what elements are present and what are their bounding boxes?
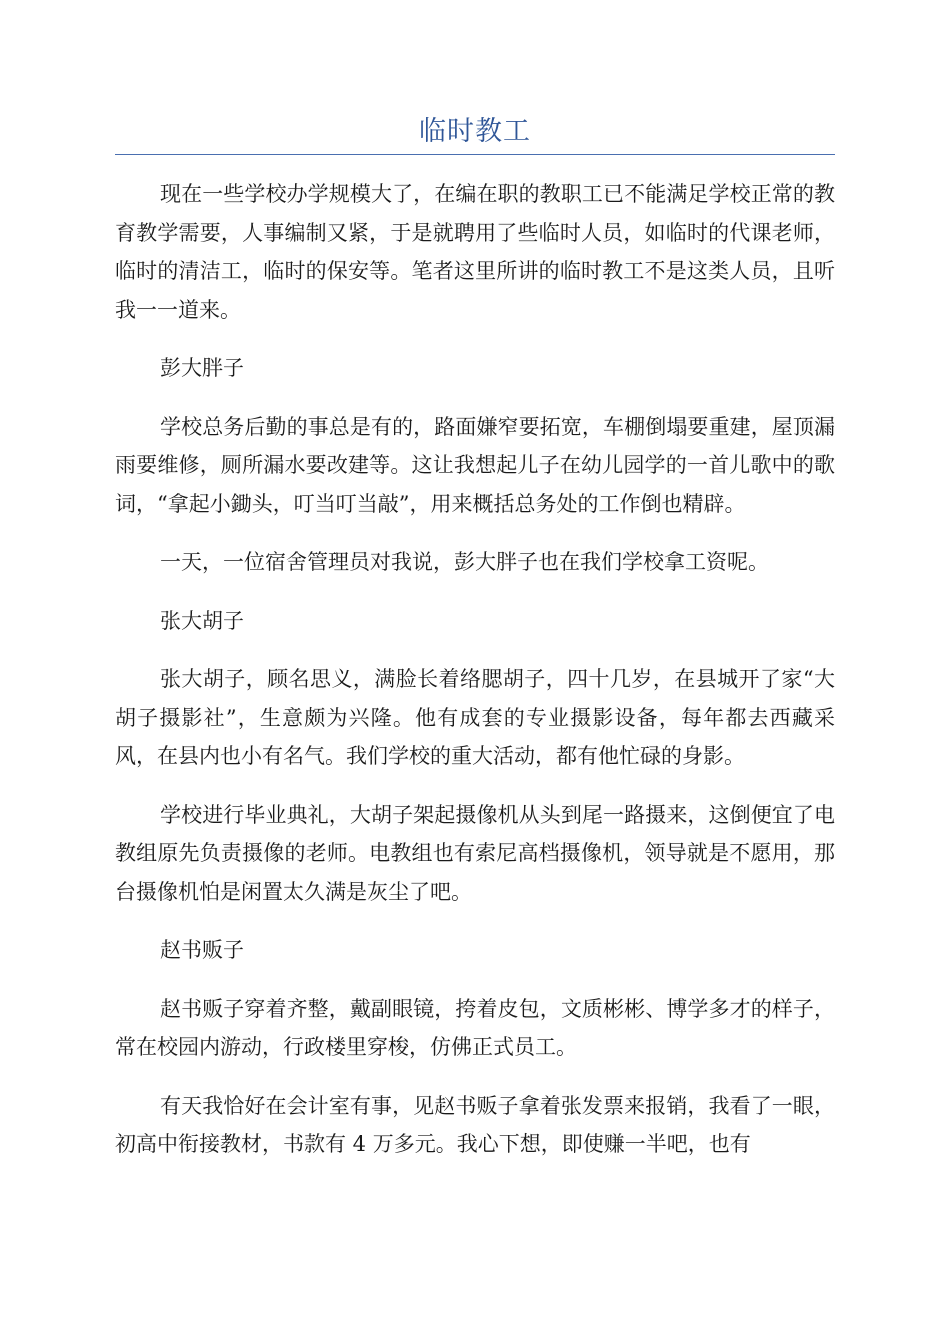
paragraph-peng-1: 学校总务后勤的事总是有的，路面嫌窄要拓宽，车棚倒塌要重建，屋顶漏雨要维修，厕所漏水要改建等。这让我想起儿子在幼儿园学的一首儿歌中的歌词，“拿起小鋤头，叮当叮当敲”，用来概括总务处的工作倒也精辟。 bbox=[115, 414, 835, 516]
paragraph-zhao-2: 有天我恰好在会计室有事，见赵书贩子拿着张发票来报销，我看了一眼，初高中衔接教材，书款有 4 万多元。我心下想，即使赚一半吧，也有 bbox=[115, 1093, 835, 1156]
paragraph-zhang-2: 学校进行毕业典礼，大胡子架起摄像机从头到尾一路摄来，这倒便宜了电教组原先负责摄像的老师。电教组也有索尼高档摄像机，领导就是不愿用，那台摄像机怕是闲置太久满是灰尘了吧。 bbox=[115, 802, 835, 904]
paragraph-peng-2: 一天，一位宿舍管理员对我说，彭大胖子也在我们学校拿工资呢。 bbox=[160, 550, 769, 574]
paragraph-intro: 现在一些学校办学规模大了，在编在职的教职工已不能满足学校正常的教育教学需要，人事编制又紧，于是就聘用了些临时人员，如临时的代课老师，临时的清洁工，临时的保安等。笔者这里所讲的临时教工不是这类人员，且听我一一道来。 bbox=[115, 182, 835, 322]
section-heading-peng: 彭大胖子 bbox=[160, 356, 244, 380]
document-body bbox=[115, 175, 835, 1184]
paragraph-zhao-1: 赵书贩子穿着齐整，戴副眼镜，挎着皮包，文质彬彬、博学多才的样子，常在校园内游动，行政楼里穿梭，仿佛正式员工。 bbox=[115, 996, 835, 1059]
document-title: 临时教工 bbox=[419, 116, 531, 147]
paragraph-zhang-1: 张大胡子，顾名思义，满脸长着络腮胡子，四十几岁，在县城开了家“大胡子摄影社”，生意颇为兴隆。他有成套的专业摄影设备，每年都去西藏采风，在县内也小有名气。我们学校的重大活动，都有他忙碌的身影。 bbox=[115, 667, 835, 768]
section-heading-zhang: 张大胡子 bbox=[160, 608, 244, 633]
title-underline bbox=[115, 154, 835, 155]
section-heading-zhao: 赵书贩子 bbox=[160, 938, 244, 962]
